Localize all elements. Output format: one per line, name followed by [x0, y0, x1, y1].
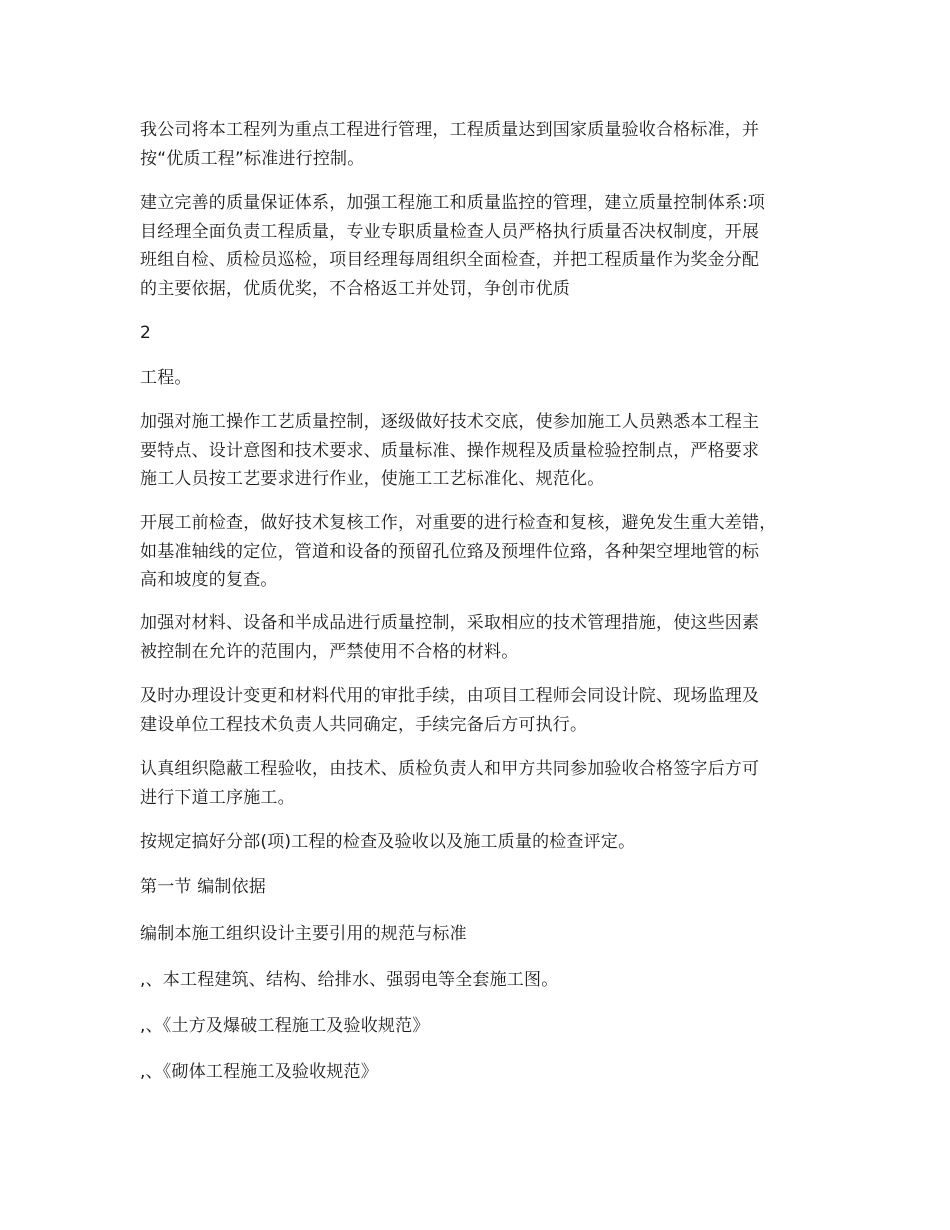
paragraph-concealed-work: [140, 755, 812, 812]
paragraph-continuation: [140, 364, 812, 393]
list-item: [140, 1058, 812, 1087]
text-line: 班组自检、质检员巡检，项目经理每周组织全面检查，并把工程质量作为奖金分配: [140, 250, 760, 270]
text-line: 加强对材料、设备和半成品进行质量控制，采取相应的技术管理措施，使这些因素: [140, 613, 760, 633]
text-line: 工程。: [140, 368, 192, 388]
text-line: 要特点、设计意图和技术要求、质量标准、操作规程及质量检验控制点，严格要求: [140, 440, 760, 461]
text-line: 进行下道工序施工。: [140, 787, 295, 808]
text-line: ,、《土方及爆破工程施工及验收规范》: [140, 1016, 430, 1036]
paragraph-standards-intro: [140, 920, 812, 949]
text-line: 建设单位工程技术负责人共同确定，手续完备后方可执行。: [140, 714, 588, 735]
text-line: 按规定搞好分部(项)工程的检查及验收以及施工质量的检查评定。: [140, 832, 636, 852]
text-line: ,、本工程建筑、结构、给排水、强弱电等全套施工图。: [140, 970, 559, 990]
text-line: 认真组织隐蔽工程验收，由技术、质检负责人和甲方共同参加验收合格签字后方可: [140, 759, 760, 779]
text-line: 第一节 编制依据: [140, 877, 267, 897]
page-number: [140, 319, 812, 348]
paragraph-quality-goal: [140, 116, 812, 173]
text-line: 及时办理设计变更和材料代用的审批手续，由项目工程师会同设计院、现场监理及: [140, 686, 760, 706]
text-line: 施工人员按工艺要求进行作业，使施工工艺标准化、规范化。: [140, 469, 605, 489]
text-line: 目经理全面负责工程质量，专业专职质量检查人员严格执行质量否决权制度，开展: [140, 221, 760, 242]
list-item: [140, 966, 812, 995]
text-line: 高和坡度的复查。: [140, 570, 278, 590]
paragraph-material-control: [140, 609, 812, 666]
list-item: [140, 1012, 812, 1041]
paragraph-evaluation: [140, 828, 812, 857]
text-line: ,、《砌体工程施工及验收规范》: [140, 1062, 378, 1082]
paragraph-design-change: [140, 682, 812, 739]
paragraph-process-control: [140, 408, 812, 494]
paragraph-pre-inspection: [140, 509, 812, 595]
text-line: 的主要依据，优质优奖，不合格返工并处罚，争创市优质: [140, 278, 570, 299]
text-line: 2: [140, 323, 152, 343]
paragraph-quality-system: [140, 189, 812, 303]
text-line: 按“优质工程”标准进行控制。: [140, 148, 365, 169]
text-line: 建立完善的质量保证体系，加强工程施工和质量监控的管理，建立质量控制体系:项: [140, 193, 766, 213]
section-heading: [140, 873, 812, 902]
text-line: 被控制在允许的范围内，严禁使用不合格的材料。: [140, 641, 519, 662]
text-line: 编制本施工组织设计主要引用的规范与标准: [140, 924, 467, 944]
text-line: 如基准轴线的定位，管道和设备的预留孔位臵及预埋件位臵，各种架空埋地管的标: [140, 541, 760, 562]
text-line: 我公司将本工程列为重点工程进行管理，工程质量达到国家质量验收合格标准，并: [140, 120, 760, 140]
text-line: 开展工前检查，做好技术复核工作，对重要的进行检查和复核，避免发生重大差错，: [140, 513, 777, 533]
text-line: 加强对施工操作工艺质量控制，逐级做好技术交底，使参加施工人员熟悉本工程主: [140, 412, 760, 432]
